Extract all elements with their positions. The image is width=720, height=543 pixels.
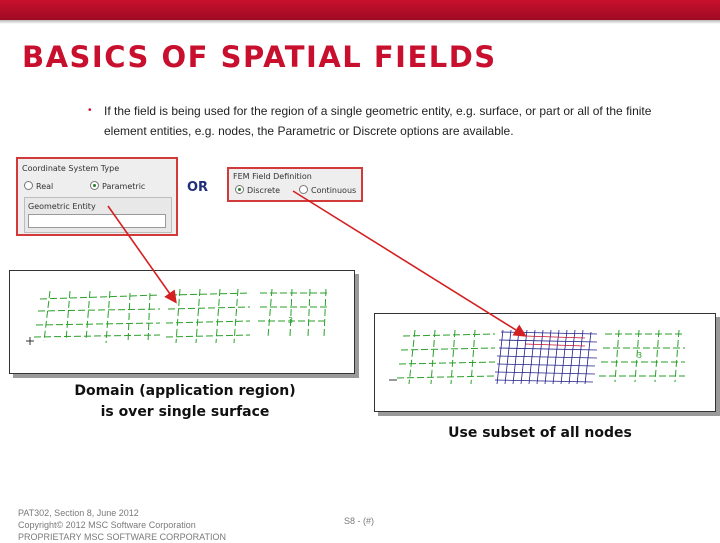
radio-continuous-label: Continuous — [311, 186, 357, 195]
left-caption-line-2: is over single surface — [100, 404, 270, 420]
radio-parametric-label: Parametric — [102, 182, 146, 191]
arrow-to-surface — [108, 206, 175, 301]
footer-copyright: Copyright© 2012 MSC Software Corporation — [18, 520, 196, 530]
arrow-to-nodes — [293, 191, 524, 335]
mesh-label-right: 3 — [637, 351, 643, 360]
page-number: S8 - (#) — [344, 516, 375, 526]
footer — [18, 507, 226, 543]
radio-real-label: Real — [36, 182, 54, 191]
footer-proprietary: PROPRIETARY MSC SOFTWARE CORPORATION — [18, 532, 227, 542]
footer-course: PAT302, Section 8, June 2012 — [18, 508, 139, 518]
coordinate-system-type-label: Coordinate System Type — [22, 164, 120, 173]
left-caption-line-1: Domain (application region) — [74, 383, 296, 399]
bullet-mark: • — [88, 105, 92, 116]
right-caption: Use subset of all nodes — [448, 425, 632, 441]
fem-field-definition-label: FEM Field Definition — [233, 172, 312, 181]
geometric-entity-label: Geometric Entity — [28, 202, 96, 211]
mesh-label-left: 3 — [288, 316, 294, 325]
or-label: OR — [187, 180, 209, 195]
page-title: BASICS OF SPATIAL FIELDS — [22, 40, 497, 74]
radio-discrete-label: Discrete — [247, 186, 281, 195]
bullet-text: If the field is being used for the region of a single geometric entity, e.g. surface, or part or all of the finite element entities, e.g. nodes, the Parametric or Discrete options are available. — [104, 104, 652, 138]
